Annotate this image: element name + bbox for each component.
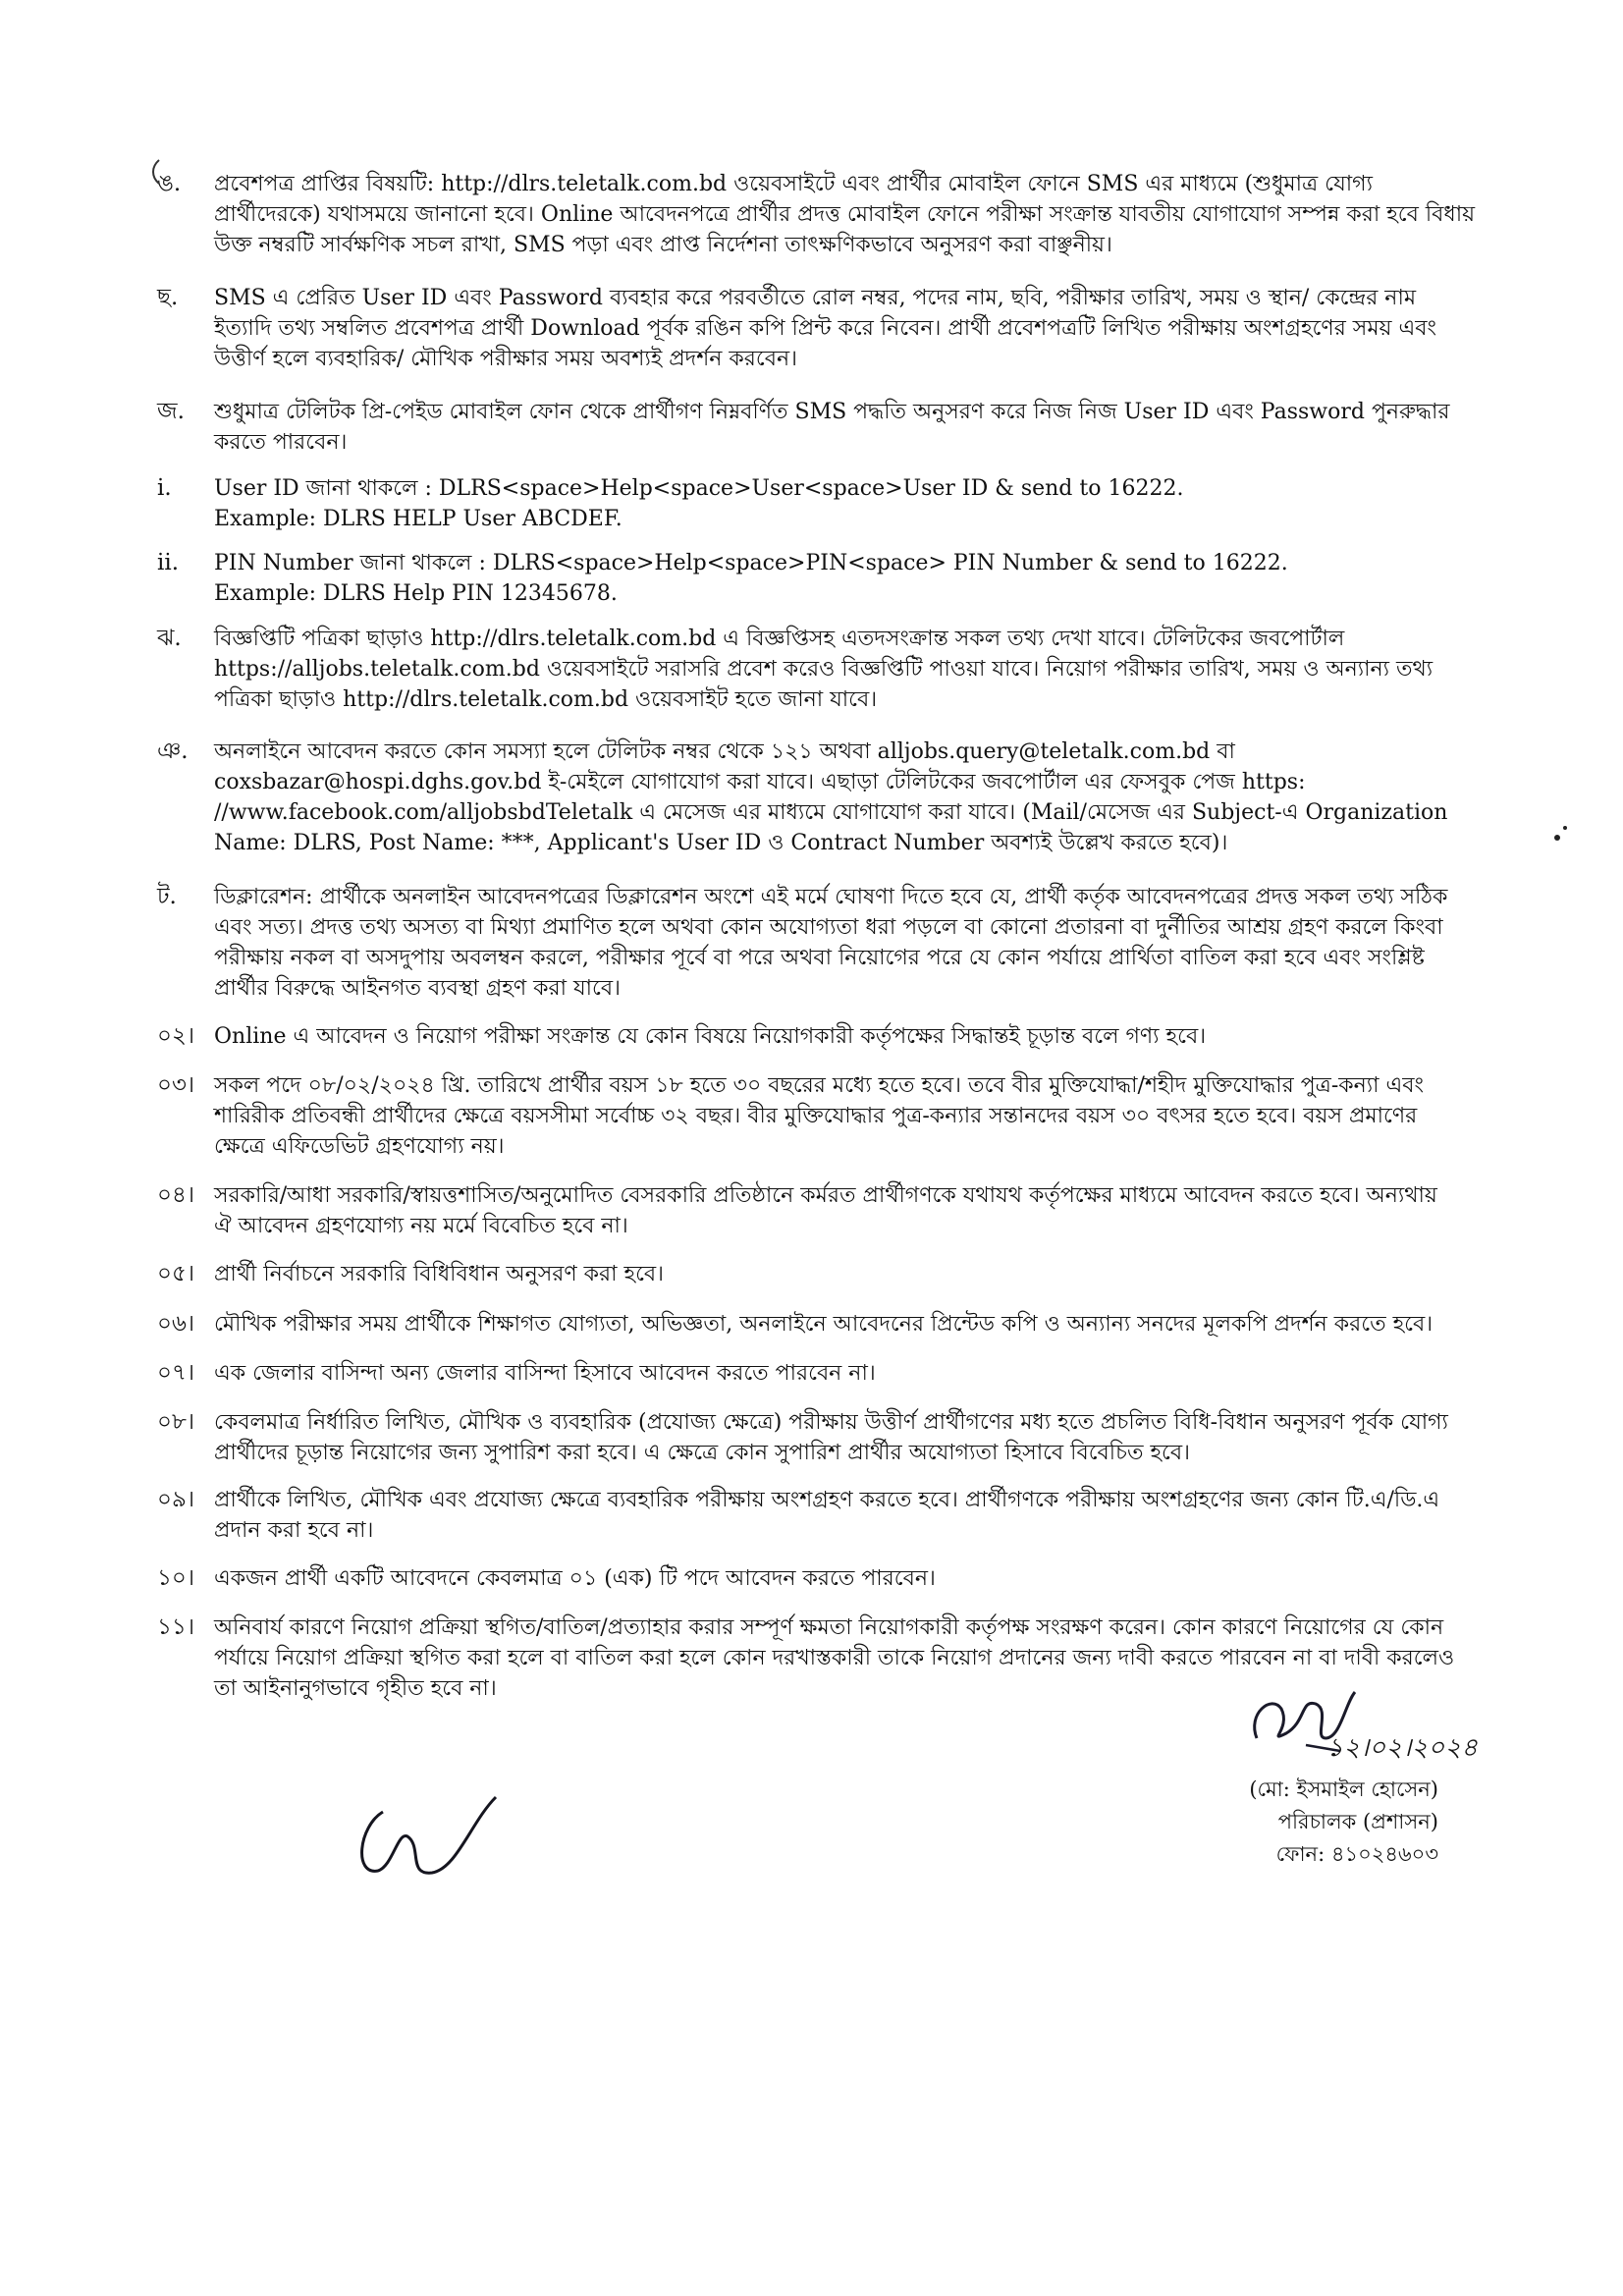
margin-dots [1551, 820, 1571, 849]
initials-scrawl [339, 1782, 515, 1900]
item-text: অনলাইনে আবেদন করতে কোন সমস্যা হলে টেলিটক নম্বর থেকে ১২১ অথবা alljobs.query@teletalk.com.bd বা coxsbazar@hospi.dghs.gov.bd ই-মেইলে যোগাযোগ করা যাবে। এছাড়া টেলিটকের জবপোর্টাল এর ফেসবুক পেজ https: //www.facebook.com/alljobsbdTeletalk এ মেসেজ এর মাধ্যমে যোগাযোগ করা যাবে। (Mail/মেসেজ এর Subject-এ Organization Name: DLRS, Post Name: ***, Applicant's User ID ও Contract Number অবশ্যই উল্লেখ করতে হবে)। [214, 739, 1448, 855]
item-marker: ছ. [157, 285, 179, 310]
item-text: সরকারি/আধা সরকারি/স্বায়ত্তশাসিত/অনুমোদিত বেসরকারি প্রতিষ্ঠানে কর্মরত প্রার্থীগণকে যথাযথ কর্তৃপক্ষের মাধ্যমে আবেদন করতে হবে। অন্যথায় ঐ আবেদন গ্রহণযোগ্য নয় মর্মে বিবেচিত হবে না। [214, 1183, 1437, 1238]
item-marker: ১০। [157, 1565, 195, 1591]
signatory-designation: পরিচালক (প্রশাসন) [1277, 1810, 1438, 1833]
item-text: সকল পদে ০৮/০২/২০২৪ খ্রি. তারিখে প্রার্থীর বয়স ১৮ হতে ৩০ বছরের মধ্যে হতে হবে। তবে বীর মুক্তিযোদ্ধা/শহীদ মুক্তিযোদ্ধার পুত্র-কন্যা এবং শারিরীক প্রতিবন্ধী প্রার্থীদের ক্ষেত্রে বয়সসীমা সর্বোচ্চ ৩২ বছর। বীর মুক্তিযোদ্ধার পুত্র-কন্যার সন্তানদের বয়স ৩০ বৎসর হতে হবে। বয়স প্রমাণের ক্ষেত্রে এফিডেভিট গ্রহণযোগ্য নয়। [214, 1073, 1424, 1159]
item-marker: ০২। [157, 1023, 195, 1049]
item-marker: ০৭। [157, 1360, 195, 1386]
signatory-phone: ফোন: ৪১০২৪৬০৩ [1275, 1842, 1438, 1866]
item-text: User ID জানা থাকলে : DLRS<space>Help<space>User<space>User ID & send to 16222. Example: DLRS HELP User ABCDEF. [214, 476, 1184, 531]
item-text: প্রার্থী নির্বাচনে সরকারি বিধিবিধান অনুসরণ করা হবে। [214, 1262, 665, 1286]
item-text: বিজ্ঞপ্তিটি পত্রিকা ছাড়াও http://dlrs.teletalk.com.bd এ বিজ্ঞপ্তিসহ এতদসংক্রান্ত সকল তথ্য দেখা যাবে। টেলিটকের জবপোর্টাল https://alljobs.teletalk.com.bd ওয়েবসাইটে সরাসরি প্রবেশ করেও বিজ্ঞপ্তিটি পাওয়া যাবে। নিয়োগ পরীক্ষার তারিখ, সময় ও অন্যান্য তথ্য পত্রিকা ছাড়াও http://dlrs.teletalk.com.bd ওয়েবসাইট হতে জানা যাবে। [214, 627, 1434, 712]
item-text: Online এ আবেদন ও নিয়োগ পরীক্ষা সংক্রান্ত যে কোন বিষয়ে নিয়োগকারী কর্তৃপক্ষের সিদ্ধান্তই চূড়ান্ত বলে গণ্য হবে। [214, 1024, 1207, 1049]
item-text: কেবলমাত্র নির্ধারিত লিখিত, মৌখিক ও ব্যবহারিক (প্রযোজ্য ক্ষেত্রে) পরীক্ষায় উত্তীর্ণ প্রার্থীগণের মধ্য হতে প্রচলিত বিধি-বিধান অনুসরণ পূর্বক যোগ্য প্রার্থীদের চূড়ান্ত নিয়োগের জন্য সুপারিশ করা হবে। এ ক্ষেত্রে কোন সুপারিশ প্রার্থীর অযোগ্যতা হিসাবে বিবেচিত হবে। [214, 1410, 1448, 1465]
item-marker: ট. [157, 884, 177, 909]
item-text: ডিক্লারেশন: প্রার্থীকে অনলাইন আবেদনপত্রের ডিক্লারেশন অংশে এই মর্মে ঘোষণা দিতে হবে যে, প্রার্থী কর্তৃক আবেদনপত্রের প্রদত্ত সকল তথ্য সঠিক এবং সত্য। প্রদত্ত তথ্য অসত্য বা মিথ্যা প্রমাণিত হলে অথবা কোন অযোগ্যতা ধরা পড়লে বা কোনো প্রতারনা বা দুর্নীতির আশ্রয় গ্রহণ করলে কিংবা পরীক্ষায় নকল বা অসদুপায় অবলম্বন করলে, পরীক্ষার পূর্বে বা পরে অথবা নিয়োগের পরে যে কোন পর্যায়ে প্রার্থিতা বাতিল করা হবে এবং সংশ্লিষ্ট প্রার্থীর বিরুদ্ধে আইনগত ব্যবস্থা গ্রহণ করা যাবে। [214, 885, 1448, 1001]
item-text: প্রার্থীকে লিখিত, মৌখিক এবং প্রযোজ্য ক্ষেত্রে ব্যবহারিক পরীক্ষায় অংশগ্রহণ করতে হবে। প্রার্থীগণকে পরীক্ষায় অংশগ্রহণের জন্য কোন টি.এ/ডি.এ প্রদান করা হবে না। [214, 1488, 1440, 1543]
item-marker: i. [157, 475, 172, 501]
item-marker: ১১। [157, 1614, 195, 1640]
item-marker: ii. [157, 550, 180, 575]
item-marker: ঙ. [157, 171, 182, 196]
signature-date: ১২।০২।২০২৪ [1326, 1733, 1478, 1763]
margin-mark [147, 157, 167, 187]
item-marker: ০৬। [157, 1311, 195, 1337]
item-marker: ঝ. [157, 626, 182, 651]
item-text: প্রবেশপত্র প্রাপ্তির বিষয়টি: http://dlrs.teletalk.com.bd ওয়েবসাইটে এবং প্রার্থীর মোবাইল ফোনে SMS এর মাধ্যমে (শুধুমাত্র যোগ্য প্রার্থীদেরকে) যথাসময়ে জানানো হবে। Online আবেদনপত্রে প্রার্থীর প্রদত্ত মোবাইল ফোনে পরীক্ষা সংক্রান্ত যাবতীয় যোগাযোগ সম্পন্ন করা হবে বিধায় উক্ত নম্বরটি সার্বক্ষণিক সচল রাখা, SMS পড়া এবং প্রাপ্ত নির্দেশনা তাৎক্ষণিকভাবে অনুসরণ করা বাঞ্ছনীয়। [214, 172, 1476, 257]
item-text: অনিবার্য কারণে নিয়োগ প্রক্রিয়া স্থগিত/বাতিল/প্রত্যাহার করার সম্পূর্ণ ক্ষমতা নিয়োগকারী কর্তৃপক্ষ সংরক্ষণ করেন। কোন কারণে নিয়োগের যে কোন পর্যায়ে নিয়োগ প্রক্রিয়া স্থগিত করা হলে বা বাতিল করা হলে কোন দরখাস্তকারী তাকে নিয়োগ প্রদানের জন্য দাবী করতে পারবেন না বা দাবী করলেও তা আইনানুগভাবে গৃহীত হবে না। [214, 1615, 1455, 1701]
item-marker: ঞ. [157, 738, 189, 764]
item-text: SMS এ প্রেরিত User ID এবং Password ব্যবহার করে পরবর্তীতে রোল নম্বর, পদের নাম, ছবি, পরীক্ষার তারিখ, সময় ও স্থান/ কেন্দ্রের নাম ইত্যাদি তথ্য সম্বলিত প্রবেশপত্র প্রার্থী Download পূর্বক রঙিন কপি প্রিন্ট করে নিবেন। প্রার্থী প্রবেশপত্রটি লিখিত পরীক্ষায় অংশগ্রহণের সময় এবং উত্তীর্ণ হলে ব্যবহারিক/ মৌখিক পরীক্ষার সময় অবশ্যই প্রদর্শন করবেন। [214, 286, 1436, 371]
item-text: মৌখিক পরীক্ষার সময় প্রার্থীকে শিক্ষাগত যোগ্যতা, অভিজ্ঞতা, অনলাইনে আবেদনের প্রিন্টেড কপি ও অন্যান্য সনদের মূলকপি প্রদর্শন করতে হবে। [214, 1312, 1434, 1337]
item-text: এক জেলার বাসিন্দা অন্য জেলার বাসিন্দা হিসাবে আবেদন করতে পারবেন না। [214, 1361, 876, 1386]
item-marker: ০৪। [157, 1182, 195, 1208]
item-marker: ০৫। [157, 1261, 195, 1286]
item-marker: ০৮। [157, 1409, 195, 1435]
item-text: PIN Number জানা থাকলে : DLRS<space>Help<space>PIN<space> PIN Number & send to 16222. Example: DLRS Help PIN 12345678. [214, 551, 1288, 606]
item-text: একজন প্রার্থী একটি আবেদনে কেবলমাত্র ০১ (এক) টি পদে আবেদন করতে পারবেন। [214, 1566, 936, 1591]
item-text: শুধুমাত্র টেলিটক প্রি-পেইড মোবাইল ফোন থেকে প্রার্থীগণ নিম্নবর্ণিত SMS পদ্ধতি অনুসরণ করে নিজ নিজ User ID এবং Password পুনরুদ্ধার করতে পারবেন। [214, 400, 1450, 455]
item-marker: ০৩। [157, 1072, 195, 1098]
signatory-name: (মো: ইসমাইল হোসেন) [1249, 1777, 1438, 1801]
item-marker: জ. [157, 399, 185, 424]
item-marker: ০৯। [157, 1487, 195, 1512]
